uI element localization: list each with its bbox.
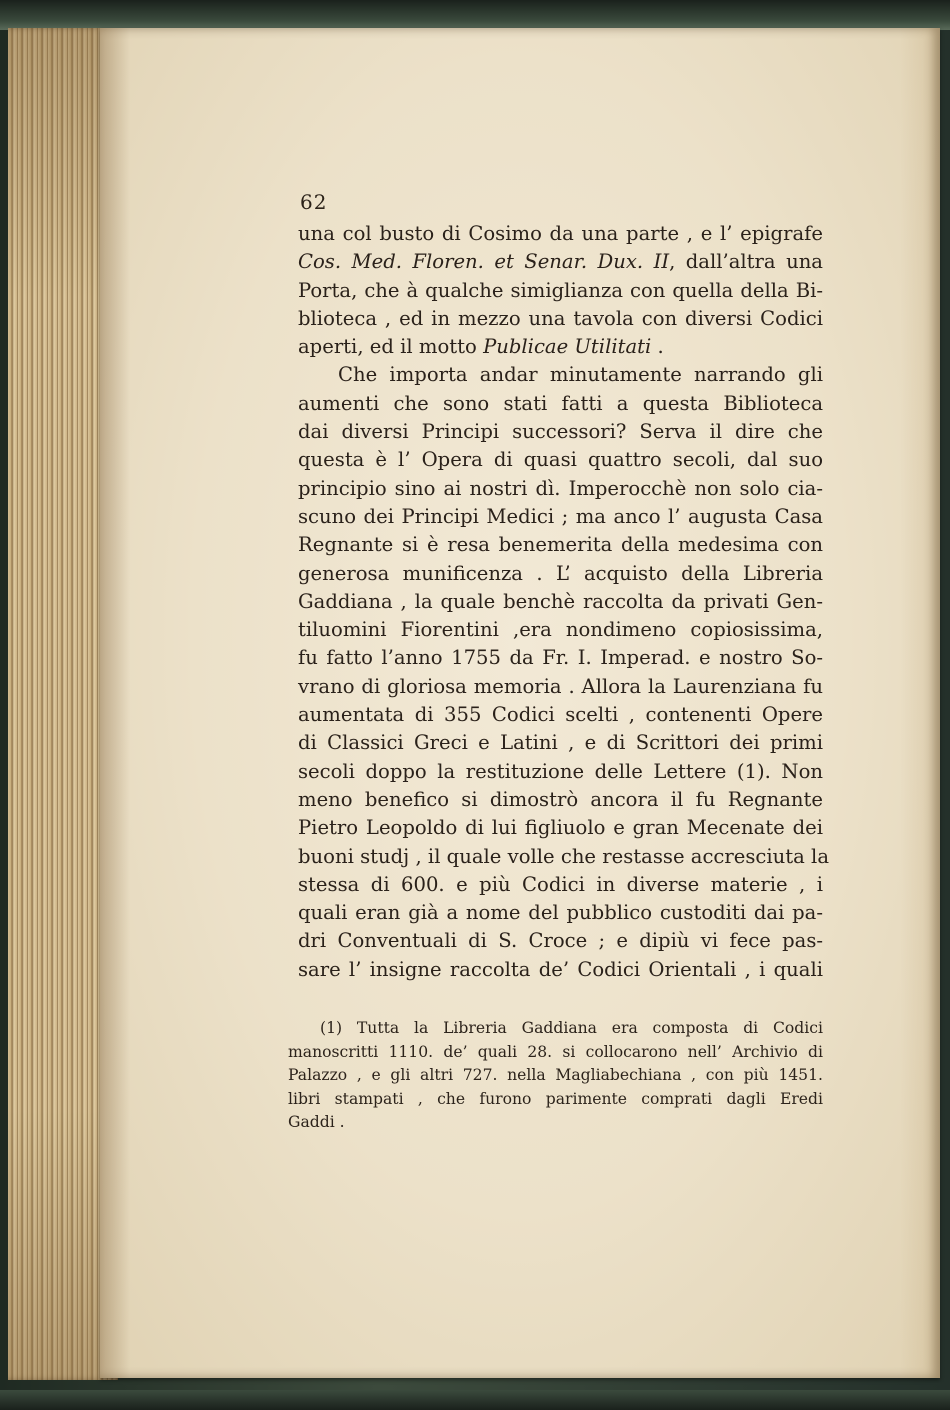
latin-title: Cos. Med. Floren. et Senar. Dux. II: [298, 250, 670, 274]
text-line: Che importa andar minutamente narrando gli: [338, 363, 823, 387]
text-fragment: aperti, ed il motto: [298, 335, 484, 359]
text-line: di Classici Greci e Latini , e di Scrittori dei primi: [298, 731, 823, 755]
text-fragment: .: [651, 335, 664, 359]
footnote-line: Palazzo , e gli altri 727. nella Magliabechiana , con più 1451.: [288, 1066, 823, 1085]
footnote-line: libri stampati , che furono parimente comprati dagli Eredi: [288, 1089, 823, 1108]
text-line: generosa munificenza . L’ acquisto della Libreria: [298, 561, 823, 585]
page-gutter-shadow: [100, 28, 130, 1378]
text-line: [298, 333, 823, 361]
footnote-line: (1) Tutta la Libreria Gaddiana era composta di Codici: [320, 1019, 823, 1037]
text-line: stessa di 600. e più Codici in diverse materie , i: [298, 872, 823, 896]
text-line: questa è l’ Opera di quasi quattro secoli, dal suo: [298, 448, 823, 472]
text-line: Pietro Leopoldo di lui figliuolo e gran Mecenate dei: [298, 816, 823, 840]
body-text: [298, 220, 830, 984]
text-line: scuno dei Principi Medici ; ma anco l’ augusta Casa: [298, 504, 823, 528]
page-number: 62: [300, 190, 328, 214]
text-fragment: , dall’altra una: [669, 250, 823, 274]
text-line: secoli doppo la restituzione delle Lettere (1). Non: [298, 759, 823, 783]
footnote-line: manoscritti 1110. de’ quali 28. si collocarono nell’ Archivio di: [288, 1042, 823, 1061]
text-line: vrano di gloriosa memoria . Allora la Laurenziana fu: [298, 674, 823, 698]
cover-bottom-edge: [0, 1390, 950, 1410]
text-line: tiluomini Fiorentini ,era nondimeno copiosissima,: [298, 618, 823, 642]
text-line: Porta, che à qualche simiglianza con quella della Bi-: [298, 278, 823, 302]
text-line: buoni studj , il quale volle che restasse accresciuta la: [298, 844, 830, 868]
footnote-line: Gaddi .: [288, 1113, 345, 1132]
text-line: fu fatto l’anno 1755 da Fr. I. Imperad. e nostro So-: [298, 646, 823, 670]
cover-top-edge: [0, 0, 950, 30]
page-edge-stain: [900, 28, 940, 1378]
footnote: [288, 1017, 823, 1135]
text-line: [298, 248, 823, 276]
text-line: aumenti che sono stati fatti a questa Biblioteca: [298, 391, 823, 415]
text-line: Regnante si è resa benemerita della medesima con: [298, 533, 823, 557]
text-line: principio sino ai nostri dì. Imperocchè non solo cia-: [298, 476, 823, 500]
text-line: quali eran già a nome del pubblico custoditi dai pa-: [298, 901, 823, 925]
text-line: dri Conventuali di S. Croce ; e dipiù vi fece pas-: [298, 929, 823, 953]
motto: Publicae Utilitati: [483, 335, 652, 359]
text-line: dai diversi Principi successori? Serva il dire che: [298, 420, 823, 444]
text-line: blioteca , ed in mezzo una tavola con diversi Codici: [298, 306, 823, 330]
text-line: una col busto di Cosimo da una parte , e l’ epigrafe: [298, 222, 823, 245]
text-line: meno benefico si dimostrò ancora il fu Regnante: [298, 787, 823, 811]
text-line: aumentata di 355 Codici scelti , contenenti Opere: [298, 703, 823, 727]
text-line: Gaddiana , la quale benchè raccolta da privati Gen-: [298, 589, 823, 613]
text-line: sare l’ insigne raccolta de’ Codici Orientali , i quali: [298, 957, 823, 981]
